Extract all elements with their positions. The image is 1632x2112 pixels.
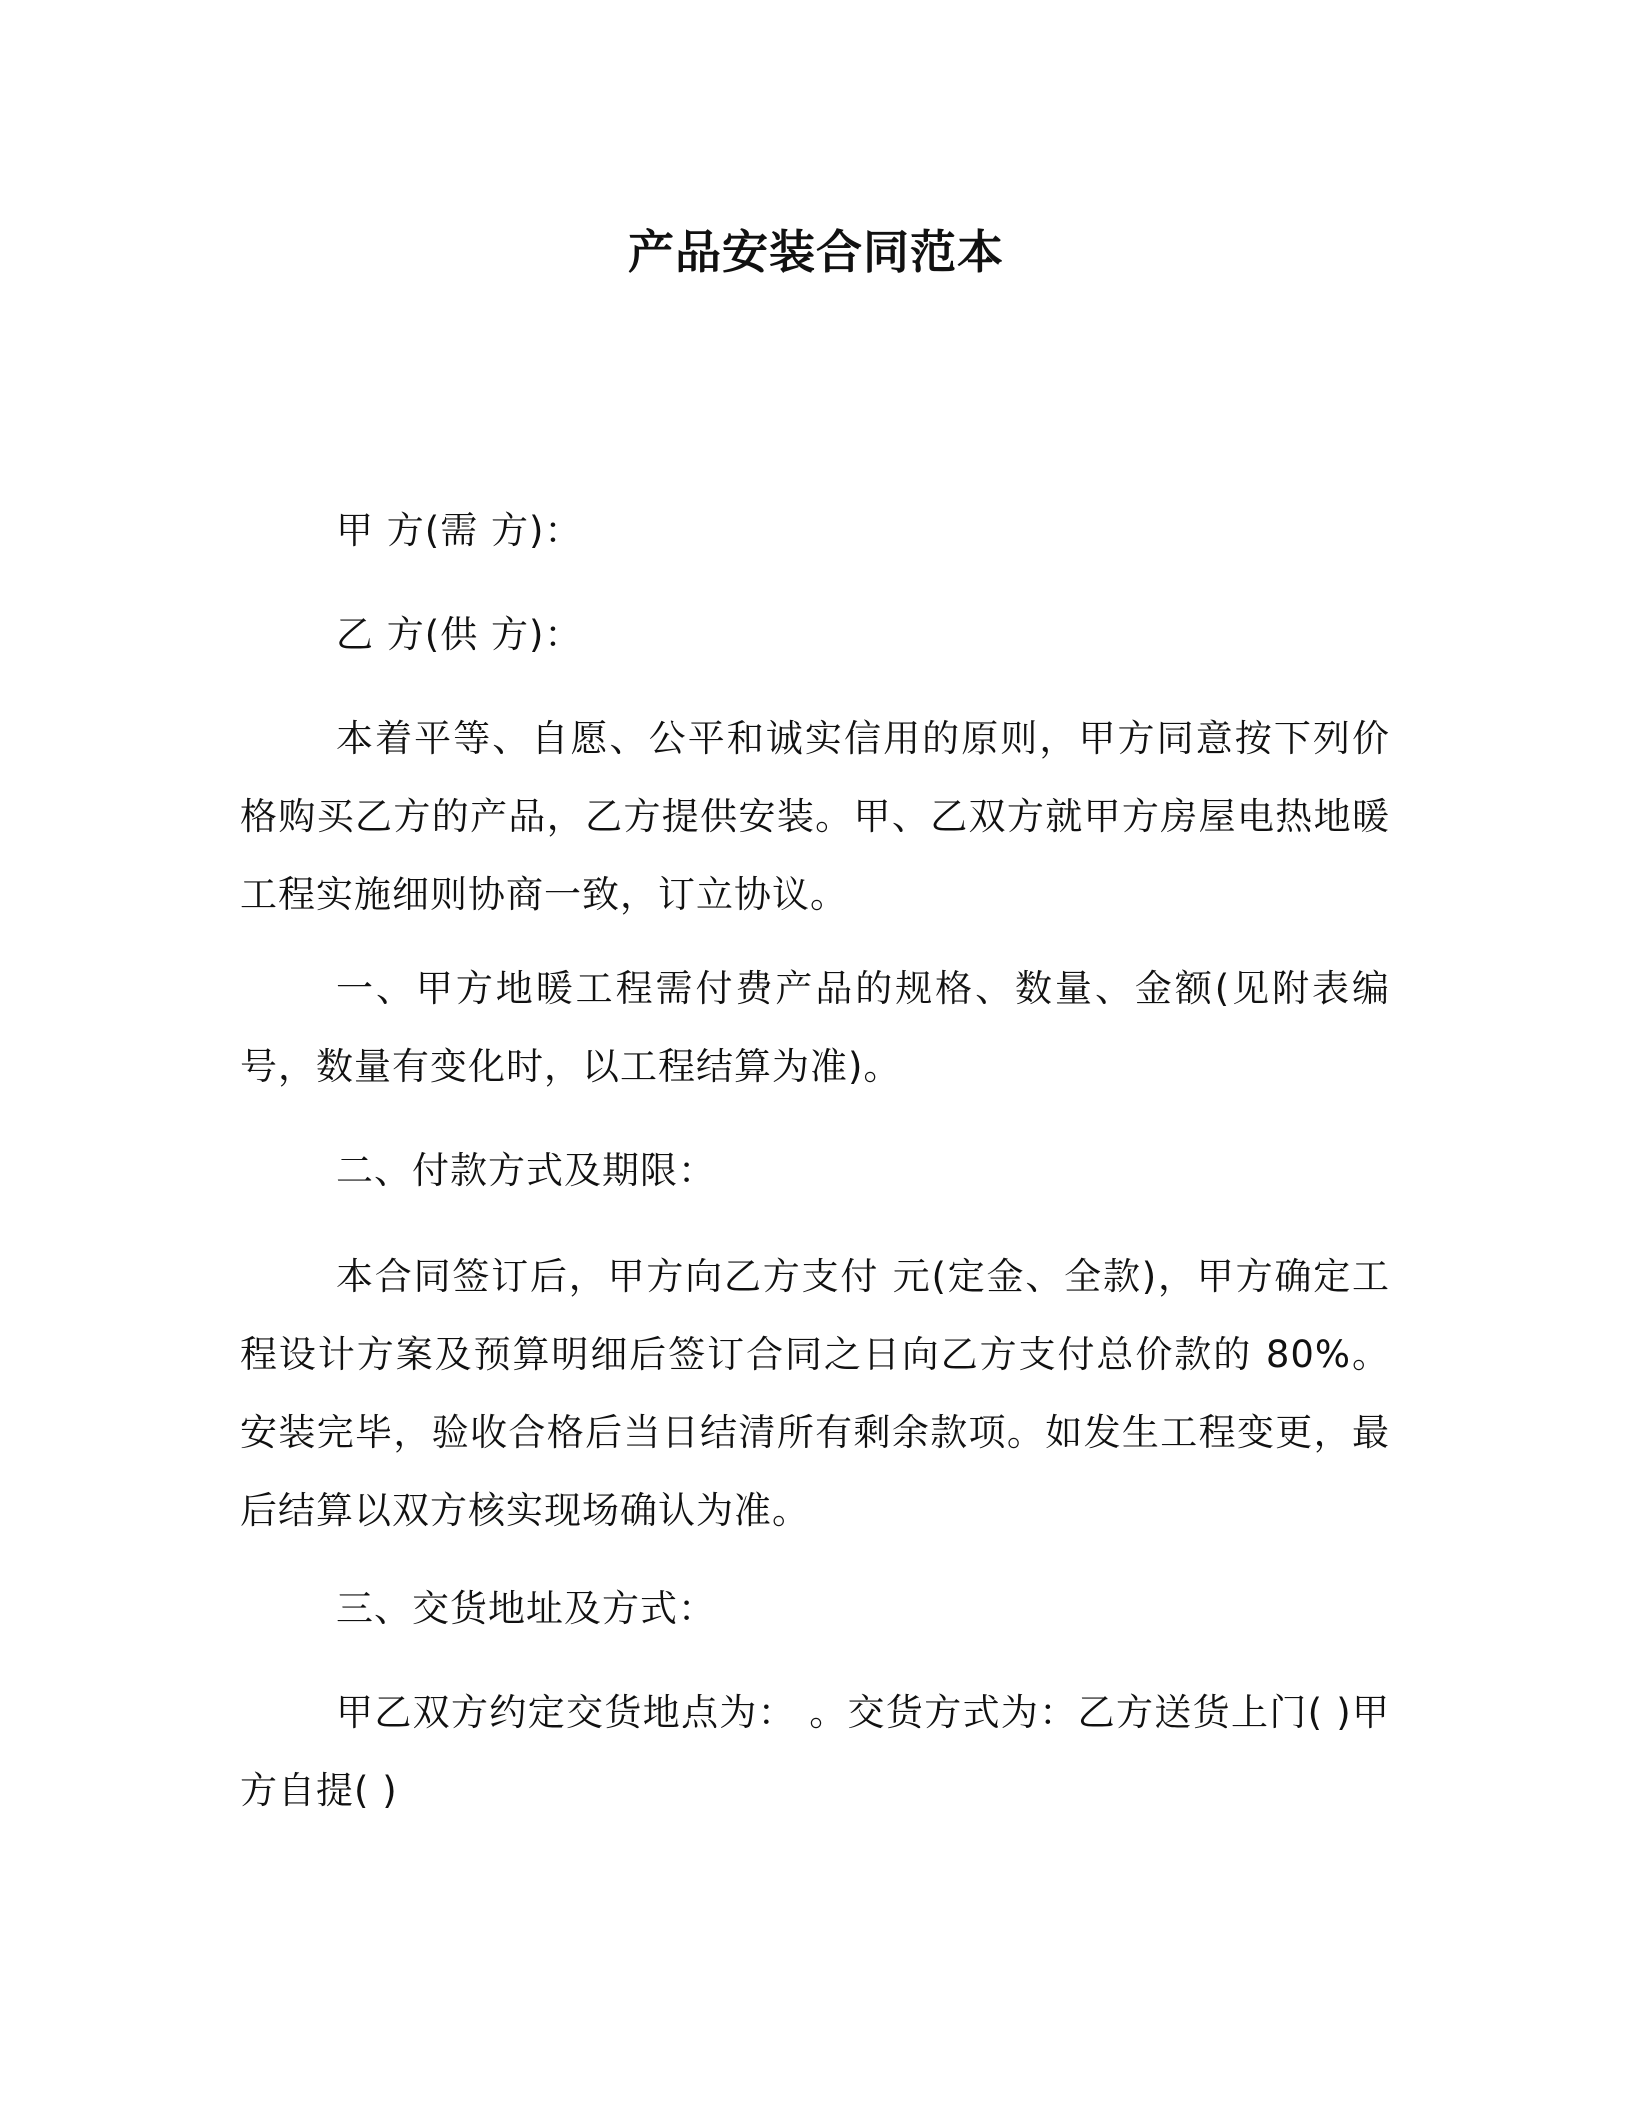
clause-2-body: 本合同签订后，甲方向乙方支付 元(定金、全款)，甲方确定工程设计方案及预算明细后签订合同之日向乙方支付总价款的 80%。安装完毕，验收合格后当日结清所有剩余款项。如发生工程变更，最后结算以双方核实现场确认为准。 (240, 1255, 1390, 1532)
party-a-line (240, 492, 1390, 570)
clause-3-body: 甲乙双方约定交货地点为： 。交货方式为：乙方送货上门( )甲方自提( ) (240, 1691, 1390, 1812)
document-title: 产品安装合同范本 (628, 225, 1004, 279)
clause-3-paragraph (240, 1674, 1390, 1830)
intro-paragraph (240, 700, 1390, 934)
clause-3-heading: 三、交货地址及方式： (336, 1587, 716, 1630)
party-b-text: 乙 方(供 方)： (336, 613, 583, 656)
clause-2-heading: 二、付款方式及期限： (336, 1149, 716, 1192)
party-b-line (240, 596, 1390, 674)
intro-text: 本着平等、自愿、公平和诚实信用的原则，甲方同意按下列价格购买乙方的产品，乙方提供安装。甲、乙双方就甲方房屋电热地暖工程实施细则协商一致，订立协议。 (240, 717, 1390, 916)
clause-1-text: 一、甲方地暖工程需付费产品的规格、数量、金额(见附表编号，数量有变化时，以工程结算为准)。 (240, 967, 1390, 1088)
clause-3-heading-line (240, 1570, 1390, 1648)
clause-2-paragraph (240, 1238, 1390, 1550)
clause-1-paragraph (240, 950, 1390, 1106)
clause-2-heading-line (240, 1132, 1390, 1210)
party-a-text: 甲 方(需 方)： (336, 509, 583, 552)
